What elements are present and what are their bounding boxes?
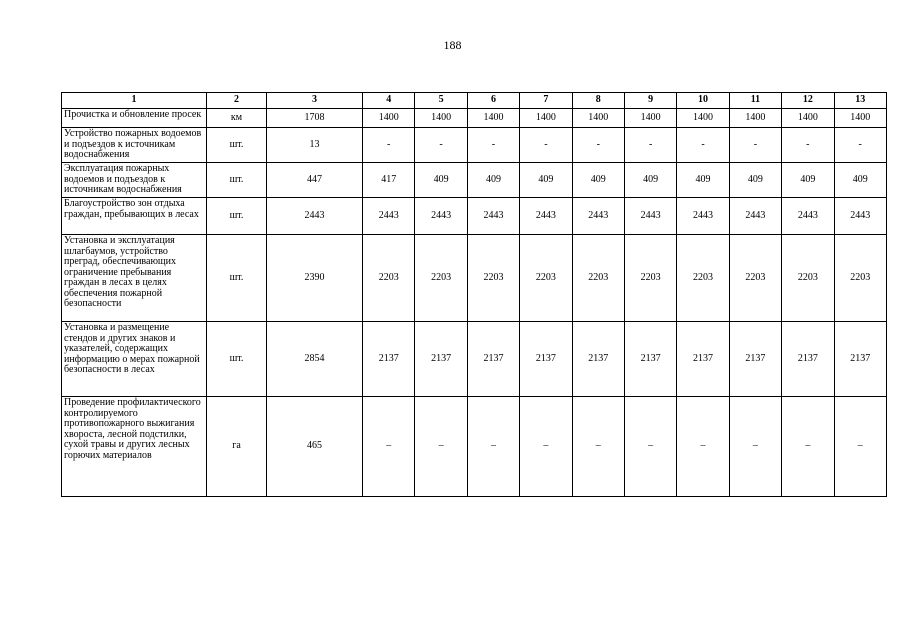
row-year-cell: 2137 <box>624 322 676 397</box>
row-year-cell: 2443 <box>415 198 467 235</box>
row-name-cell: Установка и размещение стендов и других знаков и указателей, содержащих информацию о мерах пожарной безопасности в лесах <box>62 322 207 397</box>
row-year-cell: 2203 <box>572 235 624 322</box>
row-year-cell: - <box>834 128 886 163</box>
row-year-cell: 2443 <box>520 198 572 235</box>
column-header-10: 10 <box>677 93 729 109</box>
row-year-cell: – <box>677 397 729 497</box>
row-year-cell: - <box>467 128 519 163</box>
row-year-cell: – <box>520 397 572 497</box>
row-year-cell: – <box>782 397 834 497</box>
row-year-cell: 2137 <box>834 322 886 397</box>
row-year-cell: 1400 <box>467 109 519 128</box>
row-year-cell: 2443 <box>677 198 729 235</box>
table-body <box>62 109 887 497</box>
row-year-cell: 2137 <box>729 322 781 397</box>
row-year-cell: 2443 <box>363 198 415 235</box>
row-unit-cell: шт. <box>207 322 267 397</box>
row-total-cell: 1708 <box>267 109 363 128</box>
column-header-7: 7 <box>520 93 572 109</box>
column-header-5: 5 <box>415 93 467 109</box>
row-year-cell: 1400 <box>624 109 676 128</box>
row-year-cell: - <box>572 128 624 163</box>
row-year-cell: 1400 <box>677 109 729 128</box>
row-name-cell: Эксплуатация пожарных водоемов и подъездов к источникам водоснабжения <box>62 163 207 198</box>
row-year-cell: 409 <box>729 163 781 198</box>
table-row <box>62 128 887 163</box>
column-header-4: 4 <box>363 93 415 109</box>
column-header-1: 1 <box>62 93 207 109</box>
row-year-cell: 409 <box>624 163 676 198</box>
row-year-cell: 409 <box>467 163 519 198</box>
row-year-cell: 1400 <box>520 109 572 128</box>
column-header-3: 3 <box>267 93 363 109</box>
row-year-cell: 1400 <box>363 109 415 128</box>
data-table <box>61 92 887 497</box>
table-row <box>62 397 887 497</box>
row-unit-cell: шт. <box>207 128 267 163</box>
row-year-cell: – <box>363 397 415 497</box>
row-year-cell: - <box>782 128 834 163</box>
row-year-cell: 2443 <box>572 198 624 235</box>
row-year-cell: 1400 <box>782 109 834 128</box>
row-name-cell: Прочистка и обновление просек <box>62 109 207 128</box>
row-name-cell: Установка и эксплуатация шлагбаумов, устройство преград, обеспечивающих ограничение пребывания граждан в лесах в целях обеспечения пожарной безопасности <box>62 235 207 322</box>
table-row <box>62 198 887 235</box>
row-year-cell: - <box>363 128 415 163</box>
row-year-cell: 2443 <box>624 198 676 235</box>
row-year-cell: 409 <box>677 163 729 198</box>
column-header-13: 13 <box>834 93 886 109</box>
row-year-cell: 2203 <box>677 235 729 322</box>
column-header-6: 6 <box>467 93 519 109</box>
row-year-cell: 2203 <box>467 235 519 322</box>
row-unit-cell: шт. <box>207 235 267 322</box>
row-name-cell: Проведение профилактического контролируемого противопожарного выжигания хвороста, лесной подстилки, сухой травы и других лесных горючих материалов <box>62 397 207 497</box>
row-year-cell: 2137 <box>363 322 415 397</box>
row-year-cell: – <box>834 397 886 497</box>
row-year-cell: - <box>624 128 676 163</box>
row-year-cell: – <box>624 397 676 497</box>
row-total-cell: 2854 <box>267 322 363 397</box>
row-year-cell: 2137 <box>782 322 834 397</box>
column-header-12: 12 <box>782 93 834 109</box>
row-name-cell: Устройство пожарных водоемов и подъездов к источникам водоснабжения <box>62 128 207 163</box>
column-header-8: 8 <box>572 93 624 109</box>
row-year-cell: 2203 <box>415 235 467 322</box>
table-row <box>62 235 887 322</box>
row-year-cell: 2137 <box>415 322 467 397</box>
row-year-cell: 1400 <box>572 109 624 128</box>
row-year-cell: 2137 <box>572 322 624 397</box>
row-unit-cell: км <box>207 109 267 128</box>
row-year-cell: 2203 <box>834 235 886 322</box>
column-header-11: 11 <box>729 93 781 109</box>
row-year-cell: – <box>467 397 519 497</box>
row-year-cell: 417 <box>363 163 415 198</box>
row-year-cell: 2443 <box>729 198 781 235</box>
row-total-cell: 447 <box>267 163 363 198</box>
row-unit-cell: шт. <box>207 198 267 235</box>
row-year-cell: 2203 <box>363 235 415 322</box>
row-year-cell: 2203 <box>729 235 781 322</box>
row-year-cell: – <box>729 397 781 497</box>
table-row <box>62 163 887 198</box>
row-year-cell: 2137 <box>520 322 572 397</box>
row-year-cell: 2137 <box>467 322 519 397</box>
row-year-cell: 2203 <box>520 235 572 322</box>
row-year-cell: 2443 <box>782 198 834 235</box>
table-row <box>62 109 887 128</box>
column-header-2: 2 <box>207 93 267 109</box>
row-year-cell: 409 <box>834 163 886 198</box>
row-year-cell: 2443 <box>834 198 886 235</box>
row-total-cell: 13 <box>267 128 363 163</box>
row-year-cell: 409 <box>415 163 467 198</box>
row-name-cell: Благоустройство зон отдыха граждан, пребывающих в лесах <box>62 198 207 235</box>
row-total-cell: 2390 <box>267 235 363 322</box>
row-year-cell: - <box>729 128 781 163</box>
row-year-cell: 2443 <box>467 198 519 235</box>
row-year-cell: 409 <box>572 163 624 198</box>
header-row <box>62 93 887 109</box>
row-year-cell: – <box>572 397 624 497</box>
row-year-cell: 409 <box>520 163 572 198</box>
row-total-cell: 2443 <box>267 198 363 235</box>
column-header-9: 9 <box>624 93 676 109</box>
row-unit-cell: шт. <box>207 163 267 198</box>
row-year-cell: 1400 <box>415 109 467 128</box>
row-year-cell: - <box>677 128 729 163</box>
row-total-cell: 465 <box>267 397 363 497</box>
row-year-cell: 409 <box>782 163 834 198</box>
table-row <box>62 322 887 397</box>
row-year-cell: 2203 <box>624 235 676 322</box>
row-year-cell: – <box>415 397 467 497</box>
row-year-cell: 1400 <box>729 109 781 128</box>
row-year-cell: 2203 <box>782 235 834 322</box>
row-year-cell: - <box>520 128 572 163</box>
row-year-cell: 2137 <box>677 322 729 397</box>
row-year-cell: 1400 <box>834 109 886 128</box>
row-unit-cell: га <box>207 397 267 497</box>
row-year-cell: - <box>415 128 467 163</box>
page-number: 188 <box>443 38 462 52</box>
